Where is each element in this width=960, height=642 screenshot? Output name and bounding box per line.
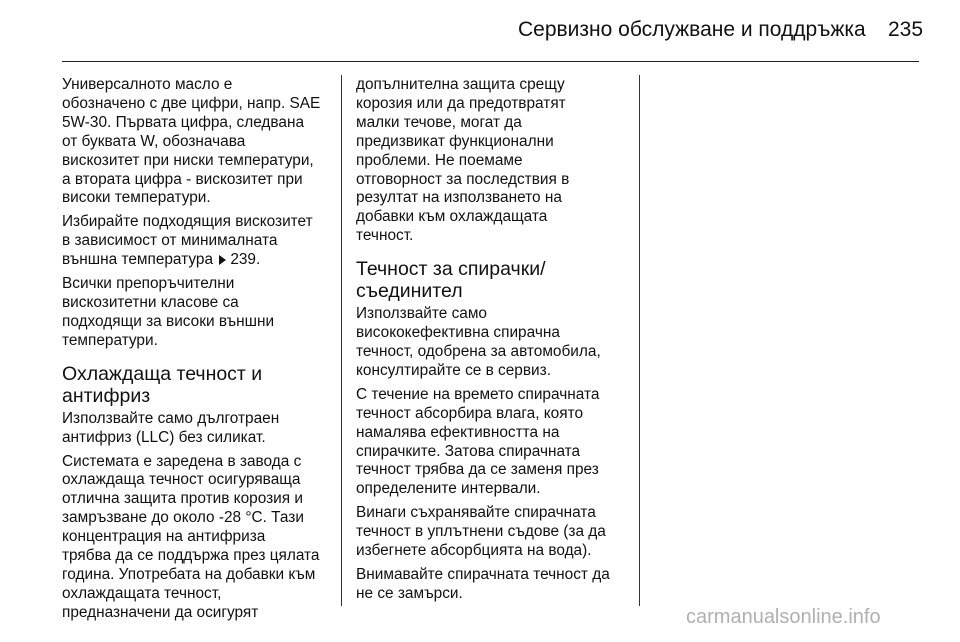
brake-fluid-paragraph-1 (356, 305, 631, 381)
heading-line: антифриз (62, 384, 151, 407)
text-line: спирачките. Затова спирачната (356, 442, 581, 460)
text-line: трябва да се поддържа през цялата (62, 547, 320, 565)
brake-fluid-paragraph-4 (356, 566, 631, 604)
text-line: а втората цифра - вискозитет при (62, 170, 303, 188)
text-line: температури. (62, 331, 158, 349)
text-line: високи температури. (62, 189, 211, 207)
text-line: охлаждаща течност осигуряваща (62, 471, 301, 489)
page-number: 235 (888, 18, 924, 41)
text-line: отговорност за последствия в (356, 170, 570, 188)
heading-line: Течност за спирачки/ (356, 258, 546, 281)
text-line: допълнителна защита срещу (356, 76, 565, 93)
text-line: течност, одобрена за автомобила, (356, 342, 601, 360)
text-line: 5W-30. Първата цифра, следвана (62, 113, 305, 131)
text-line: външна температура (62, 251, 214, 269)
text-line: не се замърси. (356, 584, 463, 602)
text-line: Винаги съхранявайте спирачната (356, 504, 596, 522)
text-line: подходящи за високи външни (62, 312, 275, 330)
middle-column (356, 76, 631, 609)
heading-line: съединител (356, 280, 463, 303)
page-reference-arrow-icon (219, 255, 226, 265)
text-line: консултирайте се в сервиз. (356, 361, 551, 379)
text-line: предназначени да осигурят (62, 603, 259, 621)
text-line: Системата е заредена в завода с (62, 452, 302, 470)
text-line: течност трябва да се заменя през (356, 461, 599, 479)
text-line: отлична защита против корозия и (62, 490, 303, 508)
text-line: течност. (356, 227, 414, 245)
left-column (62, 76, 330, 628)
text-line: малки течове, могат да (356, 113, 522, 131)
recommended-viscosity-paragraph (62, 275, 330, 351)
brake-fluid-paragraph-2 (356, 386, 631, 499)
coolant-paragraph-1 (62, 410, 330, 448)
text-line: добавки към охлаждащата (356, 208, 548, 226)
text-line: намалява ефективността на (356, 423, 560, 441)
text-line: антифриз (LLC) без силикат. (62, 428, 266, 446)
page-header-title: Сервизно обслужване и поддръжка (518, 18, 866, 41)
text-line: проблеми. Не поемаме (356, 151, 523, 169)
viscosity-choice-paragraph (62, 213, 330, 270)
coolant-section-heading (62, 363, 330, 407)
text-line: Универсалното масло е (62, 76, 233, 93)
text-line: охлаждащата течност, (62, 584, 222, 602)
text-line: от буквата W, обозначава (62, 132, 246, 150)
header-divider (62, 61, 919, 62)
coolant-paragraph-2 (62, 453, 330, 623)
text-line: Използвайте само дълготраен (62, 409, 280, 427)
text-line: в зависимост от минималната (62, 232, 278, 250)
text-line: година. Употребата на добавки към (62, 565, 316, 583)
text-line: С течение на времето спирачната (356, 385, 600, 403)
brake-fluid-paragraph-3 (356, 504, 631, 561)
text-line: течност в уплътнени съдове (за да (356, 523, 606, 541)
oil-viscosity-paragraph (62, 76, 330, 208)
text-line: течност абсорбира влага, която (356, 404, 584, 422)
text-line: концентрация на антифриза (62, 528, 266, 546)
text-line: замръзване до около -28 °C. Тази (62, 509, 304, 527)
text-line-with-ref (62, 251, 330, 270)
text-line: обозначено с две цифри, напр. SAE (62, 94, 321, 112)
coolant-continued-paragraph (356, 76, 631, 246)
brake-fluid-section-heading (356, 258, 631, 302)
page-reference-link[interactable]: 239. (230, 251, 261, 269)
text-line: резултат на използването на (356, 189, 562, 207)
text-line: Използвайте само (356, 305, 487, 323)
text-line: избегнете абсорбцията на вода). (356, 542, 592, 560)
text-line: корозия или да предотвратят (356, 94, 566, 112)
text-line: Всички препоръчителни (62, 275, 235, 293)
text-line: висококефективна спирачна (356, 324, 560, 342)
text-line: определените интервали. (356, 480, 541, 498)
column-divider-right (639, 75, 640, 606)
watermark: carmanualsonline.info (686, 606, 881, 628)
column-divider-left (341, 75, 342, 606)
text-line: Избирайте подходящия вискозитет (62, 213, 313, 231)
text-line: Внимавайте спирачната течност да (356, 565, 610, 583)
text-line: вискозитет при ниски температури, (62, 151, 314, 169)
heading-line: Охлаждаща течност и (62, 362, 263, 385)
text-line: вискозитетни класове са (62, 293, 239, 311)
text-line: предизвикат функционални (356, 132, 554, 150)
